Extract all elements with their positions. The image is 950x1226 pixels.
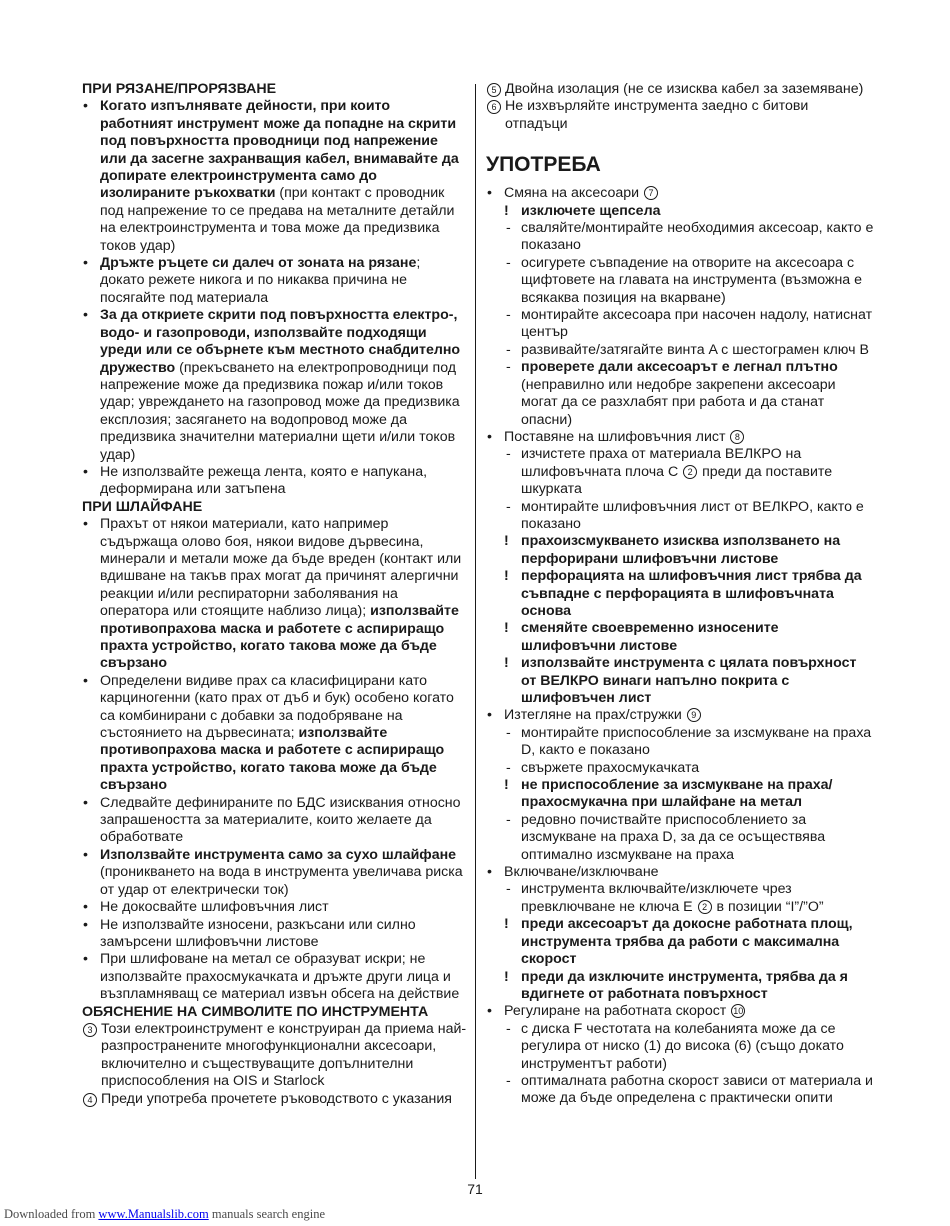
step-item: - сваляйте/монтирайте необходимия аксесоар, както е показано (504, 220, 874, 255)
list-item: • Не докосвайте шлифовъчния лист (82, 899, 467, 916)
step-item: - с диска F честотата на колебанията може да се регулира от ниско (1) до висока (6) (също докато инструментът работи) (504, 1021, 874, 1073)
warning-item: ! преди да изключите инструмента, трябва да я вдигнете от работната повърхност (504, 969, 874, 1004)
symbol-item: 6 Не изхвърляйте инструмента заедно с битови отпадъци (486, 98, 874, 133)
step-item: - монтирайте аксесоара при насочен надолу, натиснат център (504, 307, 874, 342)
symbol-item: 5 Двойна изолация (не се изисква кабел за заземяване) (486, 81, 874, 98)
list-item: • Следвайте дефинираните по БДС изисквания относно запрашеността за материалите, които желаете да обработвате (82, 795, 467, 847)
circled-number: 9 (687, 708, 701, 722)
sub-list (504, 203, 874, 429)
usage-dust: • Изтегляне на прах/стружки 9 - монтирайте приспособление за изсмукване на праха D, както е показано - свържете прахосмукачката ! не приспособление за изсмукване на праха/ прахосмукачна при шлайфане на метал - редовно почиствайте приспособлението за изсмукване на праха D, за да се осъществява оптимално изсмукване на праха (486, 707, 874, 864)
list-item: • За да откриете скрити под повърхността електро-, водо- и газопроводи, използвайте подходящи уреди или се обърнете към местното снабдително дружество (прекъсването на електропроводници под напрежение може да предизвика пожар и/или токов удар; увреждането на газопровод може да предизвика експлозия; засягането на водопровод може да предизвика значителни материални щети и/или токов удар) (82, 307, 467, 464)
symbol-item: 3 Този електроинструмент е конструиран да приема най-разпространените многофункционални аксесоари, включително и съществуващите допълнителни приспособления на OIS и Starlock (82, 1021, 467, 1091)
list-item: • Не използвайте износени, разкъсани или силно замърсени шлифовъчни листове (82, 917, 467, 952)
usage-switch: • Включване/изключване - инструмента включвайте/изключете чрез превключване не ключа E 2 в позиции “I”/”O” ! преди аксесоарът да докосне работната площ, инструмента трябва да работи с максимална скорост ! преди да изключите инструмента, трябва да я вдигнете от работната повърхност (486, 864, 874, 1003)
step-item: - свържете прахосмукачката (504, 760, 874, 777)
warning-item: ! използвайте инструмента с цялата повърхност от ВЕЛКРО винаги напълно покрита с шлифовъчен лист (504, 655, 874, 707)
symbols-heading: ОБЯСНЕНИЕ НА СИМВОЛИТЕ ПО ИНСТРУМЕНТА (82, 1003, 429, 1020)
step-item: - развивайте/затягайте винта A с шестограмен ключ B (504, 342, 874, 359)
warning-item: ! сменяйте своевременно износените шлифовъчни листове (504, 620, 874, 655)
warning-item: ! перфорацията на шлифовъчния лист трябва да съвпадне с перфорацията в шлифовъчната основа (504, 568, 874, 620)
warning-item: ! изключете щепсела (504, 203, 874, 220)
list-item: • Използвайте инструмента само за сухо шлайфане (проникването на вода в инструмента увеличава риска от удар от електрически ток) (82, 847, 467, 899)
step-item: - проверете дали аксесоарът е легнал плътно (неправилно или недобре закрепени аксесоари могат да се разхлабят при работа и да станат опасни) (504, 359, 874, 429)
warning-item: ! не приспособление за изсмукване на праха/ прахосмукачна при шлайфане на метал (504, 777, 874, 812)
sanding-list (82, 516, 467, 1003)
list-item: • Дръжте ръцете си далеч от зоната на рязане; докато режете никога и по никаква причина не посягайте под материала (82, 255, 467, 307)
step-item: - монтирайте шлифовъчния лист от ВЕЛКРО, както е показано (504, 499, 874, 534)
sub-list (504, 1021, 874, 1108)
sub-list (504, 881, 874, 1003)
usage-sheet: • Поставяне на шлифовъчния лист 8 - изчистете праха от материала ВЕЛКРО на шлифовъчната плоча C 2 преди да поставите шкурката - монтирайте шлифовъчния лист от ВЕЛКРО, както е показано ! прахоизсмукването изисква използването на перфорирани шлифовъчни листове ! перфорацията на шлифовъчния лист трябва да съвпадне с перфорацията в шлифовъчната основа ! сменяйте своевременно износените шлифовъчни листове ! използвайте инструмента с цялата повърхност от ВЕЛКРО винаги напълно покрита с шлифовъчен лист (486, 429, 874, 708)
warning-item: ! преди аксесоарът да докосне работната площ, инструмента трябва да работи с максимална скорост (504, 916, 874, 968)
usage-heading: УПОТРЕБА (486, 153, 601, 177)
step-item: - монтирайте приспособление за изсмукване на праха D, както е показано (504, 725, 874, 760)
warning-item: ! прахоизсмукването изисква използването на перфорирани шлифовъчни листове (504, 533, 874, 568)
circled-number: 10 (733, 1006, 744, 1017)
sub-list (504, 446, 874, 707)
list-item: • Когато изпълнявате дейности, при които работният инструмент може да попадне на скрити под повърхността проводници под напрежение или да засегне захранващия кабел, внимавайте да допирате електроинструмента само до изолираните ръкохватки (при контакт с проводник под напрежение то се предава на металните детайли на електроинструмента и това може да предизвика токов удар) (82, 98, 467, 255)
circled-number: 2 (698, 900, 712, 914)
download-footer: Downloaded from www.Manualslib.com manuals search engine (4, 1207, 325, 1221)
usage-speed: • Регулиране на работната скорост 10 - с диска F честотата на колебанията може да се регулира от ниско (1) до висока (6) (също докато инструментът работи) - оптималната работна скорост зависи от материала и може да бъде определена с практически опити (486, 1003, 874, 1107)
circled-number: 7 (644, 186, 658, 200)
sub-list (504, 725, 874, 864)
left-column (82, 81, 467, 1108)
usage-accessories: • Смяна на аксесоари 7 ! изключете щепсела - сваляйте/монтирайте необходимия аксесоар, както е показано - осигурете съвпадение на отворите на аксесоара с щифтовете на главата на инструмента (възможна е всякаква позиция на вкарване) - монтирайте аксесоара при насочен надолу, натиснат център - развивайте/затягайте винта A с шестограмен ключ B - проверете дали аксесоарът е легнал плътно (неправилно или недобре закрепени аксесоари могат да се разхлабят при работа и да станат опасни) (486, 185, 874, 429)
circled-number: 2 (683, 465, 697, 479)
step-item: - редовно почиствайте приспособлението за изсмукване на праха D, за да се осъществява оптимално изсмукване на праха (504, 812, 874, 864)
step-item: - оптималната работна скорост зависи от материала и може да бъде определена с практически опити (504, 1073, 874, 1108)
symbol-item: 4 Преди употреба прочетете ръководството с указания (82, 1091, 467, 1108)
circled-number: 3 (83, 1023, 97, 1037)
circled-number: 6 (487, 100, 501, 114)
list-item: • Прахът от някои материали, като например съдържаща олово боя, някои видове дървесина, минерали и метали може да бъде вреден (контакт или вдишване на такъв прах могат да причинят алергични реакции и/или респираторни заболявания на оператора или стоящите наблизо лица); използвайте противопрахова маска и работете с аспириращо прахта устройство, когато такова може да бъде свързано (82, 516, 467, 673)
page-number: 71 (467, 1181, 483, 1197)
step-item: - инструмента включвайте/изключете чрез превключване не ключа E 2 в позиции “I”/”O” (504, 881, 874, 916)
list-item: • Определени видиве прах са класифицирани като карциногенни (като прах от дъб и бук) особено когато са комбинирани с добавки за подобряване на състоянието на дървесината; използвайте противопрахова маска и работете с аспириращо прахта устройство, когато такова може да бъде свързано (82, 673, 467, 795)
cutting-list (82, 98, 467, 498)
circled-number: 5 (487, 83, 501, 97)
step-item: - изчистете праха от материала ВЕЛКРО на шлифовъчната плоча C 2 преди да поставите шкурката (504, 446, 874, 498)
step-item: - осигурете съвпадение на отворите на аксесоара с щифтовете на главата на инструмента (възможна е всякаква позиция на вкарване) (504, 255, 874, 307)
right-column (486, 81, 874, 1108)
column-divider (475, 84, 476, 1179)
manualslib-link[interactable]: www.Manualslib.com (98, 1207, 209, 1221)
list-item: • При шлифоване на метал се образуват искри; не използвайте прахосмукачката и дръжте други лица и възпламняващ се материал извън обсега на действие (82, 951, 467, 1003)
cutting-heading: ПРИ РЯЗАНЕ/ПРОРЯЗВАНЕ (82, 81, 277, 97)
circled-number: 8 (730, 430, 744, 444)
circled-number: 4 (83, 1093, 97, 1107)
list-item: • Не използвайте режеща лента, която е напукана, деформирана или затъпена (82, 464, 467, 499)
sanding-heading: ПРИ ШЛАЙФАНЕ (82, 498, 203, 515)
usage-list (486, 185, 874, 1108)
